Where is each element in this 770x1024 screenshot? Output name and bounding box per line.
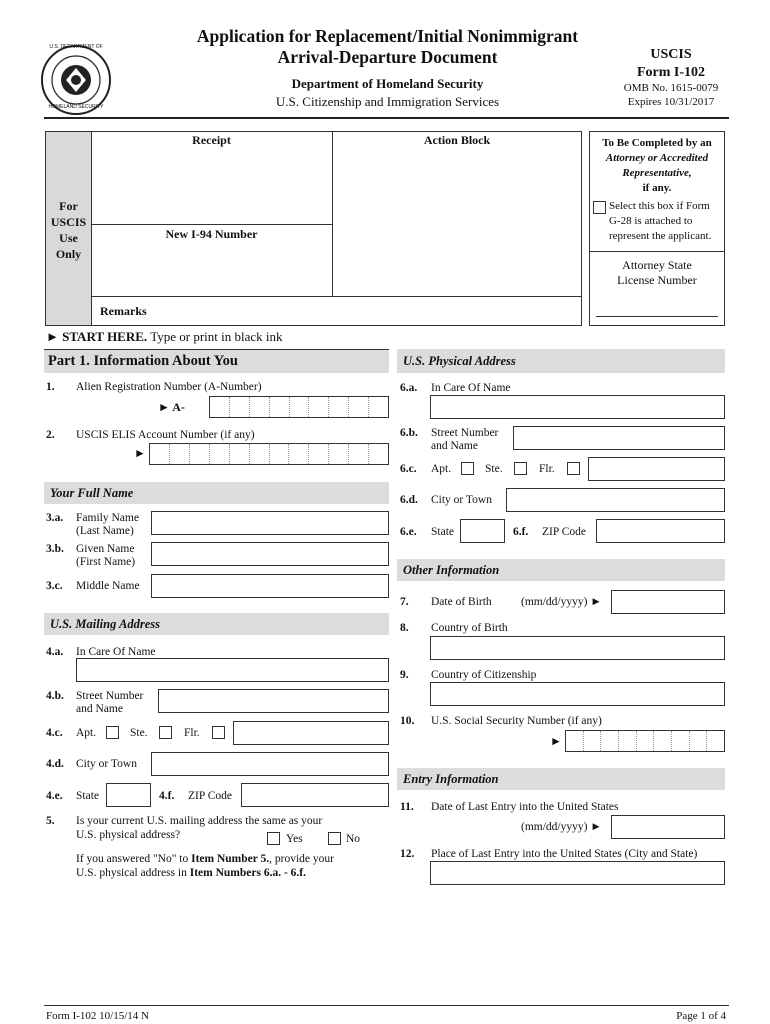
q5-number: 5. [46, 815, 55, 827]
q8-label: Country of Birth [431, 622, 508, 634]
q3a-label-2: (Last Name) [76, 525, 134, 537]
g28-select-text-3: represent the applicant. [609, 230, 712, 242]
header-rule [44, 117, 729, 119]
mailing-state-input[interactable] [106, 783, 151, 807]
remarks-divider [91, 296, 581, 297]
new-i94-number-label: New I-94 Number [165, 227, 258, 241]
q4b-label-1: Street Number [76, 690, 144, 702]
q11-label: Date of Last Entry into the United States [431, 801, 619, 813]
full-name-title: Your Full Name [50, 486, 134, 500]
physical-flr-checkbox[interactable] [567, 462, 580, 475]
physical-unit-input[interactable] [588, 457, 725, 481]
last-entry-date-input[interactable] [611, 815, 725, 839]
start-arrow: ► [46, 329, 59, 344]
attorney-heading-line3: Representative, [622, 167, 692, 179]
q10-prefix: ► [550, 734, 562, 748]
q6d-number: 6.d. [400, 494, 418, 506]
q11-format: (mm/dd/yyyy) ► [521, 821, 602, 833]
q6c-number: 6.c. [400, 463, 417, 475]
action-block-label: Action Block [423, 133, 491, 147]
family-name-input[interactable] [151, 511, 389, 535]
start-here-line [46, 329, 283, 345]
last-entry-place-input[interactable] [430, 861, 725, 885]
footer-rule [44, 1005, 729, 1006]
a-number-input[interactable] [209, 396, 389, 418]
q3b-label-2: (First Name) [76, 556, 136, 568]
q4e-label: State [76, 790, 99, 802]
q3b-label-1: Given Name [76, 543, 135, 555]
attorney-block-divider [590, 251, 724, 252]
q4b-number: 4.b. [46, 690, 64, 702]
q5-yes-label: Yes [286, 833, 303, 845]
for-uscis-use-label: For USCIS Use Only [50, 199, 87, 261]
q9-number: 9. [400, 669, 409, 681]
remarks-label: Remarks [100, 304, 147, 318]
q6f-number: 6.f. [513, 526, 529, 538]
q4f-number: 4.f. [159, 790, 175, 802]
q3c-number: 3.c. [46, 580, 63, 592]
country-of-birth-input[interactable] [430, 636, 725, 660]
q4e-number: 4.e. [46, 790, 63, 802]
q4a-label: In Care Of Name [76, 646, 156, 658]
q10-label: U.S. Social Security Number (if any) [431, 715, 602, 727]
mailing-city-input[interactable] [151, 752, 389, 776]
q11-number: 11. [400, 801, 414, 813]
q5-label-2: U.S. physical address? [76, 829, 181, 841]
mailing-flr-checkbox[interactable] [212, 726, 225, 739]
g28-attached-checkbox[interactable] [593, 201, 606, 214]
q6b-label-1: Street Number [431, 427, 499, 439]
license-label-1: Attorney State [622, 258, 692, 272]
q5-note-line1: If you answered "No" to Item Number 5., provide your [76, 853, 334, 865]
physical-flr-label: Flr. [539, 463, 555, 475]
mailing-zip-input[interactable] [241, 783, 389, 807]
q1-label: Alien Registration Number (A-Number) [76, 381, 262, 393]
form-title-line2: Arrival-Departure Document [277, 47, 498, 67]
q5-no-checkbox[interactable] [328, 832, 341, 845]
license-label-2: License Number [617, 273, 697, 287]
seal-text-top: U.S. DEPARTMENT OF [49, 44, 103, 50]
given-name-input[interactable] [151, 542, 389, 566]
q2-label: USCIS ELIS Account Number (if any) [76, 429, 255, 441]
q3a-label-1: Family Name [76, 512, 139, 524]
entry-info-header [397, 768, 725, 790]
attorney-heading-line4: if any. [642, 182, 672, 194]
uscis-label: USCIS [650, 47, 692, 62]
elis-account-input[interactable] [149, 443, 389, 465]
other-info-header [397, 559, 725, 581]
q3b-number: 3.b. [46, 543, 64, 555]
g28-select-text-1: Select this box if Form [609, 200, 710, 212]
q6a-number: 6.a. [400, 382, 418, 394]
entry-info-title: Entry Information [403, 772, 499, 786]
q2-number: 2. [46, 429, 55, 441]
physical-address-title: U.S. Physical Address [403, 354, 516, 368]
q4b-label-2: and Name [76, 703, 123, 715]
attorney-heading-line2: Attorney or Accredited [605, 152, 709, 164]
physical-address-header [397, 349, 725, 373]
mailing-apt-checkbox[interactable] [106, 726, 119, 739]
q6d-label: City or Town [431, 494, 492, 506]
q4a-number: 4.a. [46, 646, 64, 658]
q9-label: Country of Citizenship [431, 669, 537, 681]
receipt-label: Receipt [192, 133, 231, 147]
footer-form-id: Form I-102 10/15/14 N [46, 1010, 149, 1022]
q12-number: 12. [400, 848, 415, 860]
form-number: Form I-102 [636, 65, 706, 80]
start-here-text: Type or print in black ink [150, 329, 283, 344]
physical-ste-label: Ste. [485, 463, 503, 475]
q6b-number: 6.b. [400, 427, 418, 439]
mailing-unit-input[interactable] [233, 721, 389, 745]
license-number-line[interactable] [596, 316, 718, 317]
physical-city-input[interactable] [506, 488, 725, 512]
form-title-line1: Application for Replacement/Initial Nonimmigrant [196, 26, 579, 46]
mailing-flr-label: Flr. [184, 727, 200, 739]
q7-label: Date of Birth [431, 596, 492, 608]
department-name: Department of Homeland Security [291, 76, 484, 91]
physical-apt-label: Apt. [431, 463, 452, 475]
expiration-date: Expires 10/31/2017 [627, 96, 715, 108]
q5-yes-checkbox[interactable] [267, 832, 280, 845]
omb-number: OMB No. 1615-0079 [623, 82, 719, 94]
q3a-number: 3.a. [46, 512, 64, 524]
full-name-header [44, 482, 389, 504]
q12-label: Place of Last Entry into the United States (City and State) [431, 848, 698, 860]
q1-prefix: ► A- [158, 400, 185, 414]
mailing-apt-label: Apt. [76, 727, 97, 739]
part1-header [44, 349, 389, 373]
q6a-label: In Care Of Name [431, 382, 511, 394]
q4f-label: ZIP Code [188, 790, 232, 802]
physical-state-input[interactable] [460, 519, 505, 543]
physical-ste-checkbox[interactable] [514, 462, 527, 475]
q2-prefix: ► [134, 446, 146, 460]
g28-select-text-2: G-28 is attached to [609, 215, 693, 227]
physical-zip-input[interactable] [596, 519, 725, 543]
seal-text-bottom: HOMELAND SECURITY [48, 104, 104, 110]
agency-name: U.S. Citizenship and Immigration Services [275, 94, 500, 109]
q6e-number: 6.e. [400, 526, 417, 538]
physical-street-input[interactable] [513, 426, 725, 450]
q5-no-label: No [346, 833, 361, 845]
q6f-label: ZIP Code [542, 526, 586, 538]
mailing-street-input[interactable] [158, 689, 389, 713]
q4d-number: 4.d. [46, 758, 64, 770]
country-of-citizenship-input[interactable] [430, 682, 725, 706]
i94-divider [91, 224, 332, 225]
q6b-label-2: and Name [431, 440, 478, 452]
mailing-care-of-input[interactable] [76, 658, 389, 682]
mailing-address-title: U.S. Mailing Address [50, 617, 160, 631]
q1-number: 1. [46, 381, 55, 393]
q7-number: 7. [400, 596, 409, 608]
footer-page-number: Page 1 of 4 [676, 1010, 726, 1022]
q5-note-line2: U.S. physical address in Item Numbers 6.a. - 6.f. [76, 867, 306, 879]
q5-label-1: Is your current U.S. mailing address the same as your [76, 815, 323, 827]
q4d-label: City or Town [76, 758, 137, 770]
q7-format: (mm/dd/yyyy) ► [521, 596, 602, 608]
ssn-input[interactable] [565, 730, 725, 752]
attorney-heading-line1: To Be Completed by an [602, 137, 712, 149]
physical-care-of-input[interactable] [430, 395, 725, 419]
q10-number: 10. [400, 715, 415, 727]
other-info-title: Other Information [403, 563, 500, 577]
physical-apt-checkbox[interactable] [461, 462, 474, 475]
mailing-ste-checkbox[interactable] [159, 726, 172, 739]
mailing-address-header [44, 613, 389, 635]
start-here-bold: START HERE. [62, 329, 148, 344]
q3c-label: Middle Name [76, 580, 140, 592]
q4c-number: 4.c. [46, 727, 63, 739]
q8-number: 8. [400, 622, 409, 634]
part1-title: Part 1. Information About You [48, 353, 238, 369]
q6e-label: State [431, 526, 454, 538]
receipt-divider [332, 132, 333, 296]
date-of-birth-input[interactable] [611, 590, 725, 614]
middle-name-input[interactable] [151, 574, 389, 598]
mailing-ste-label: Ste. [130, 727, 148, 739]
